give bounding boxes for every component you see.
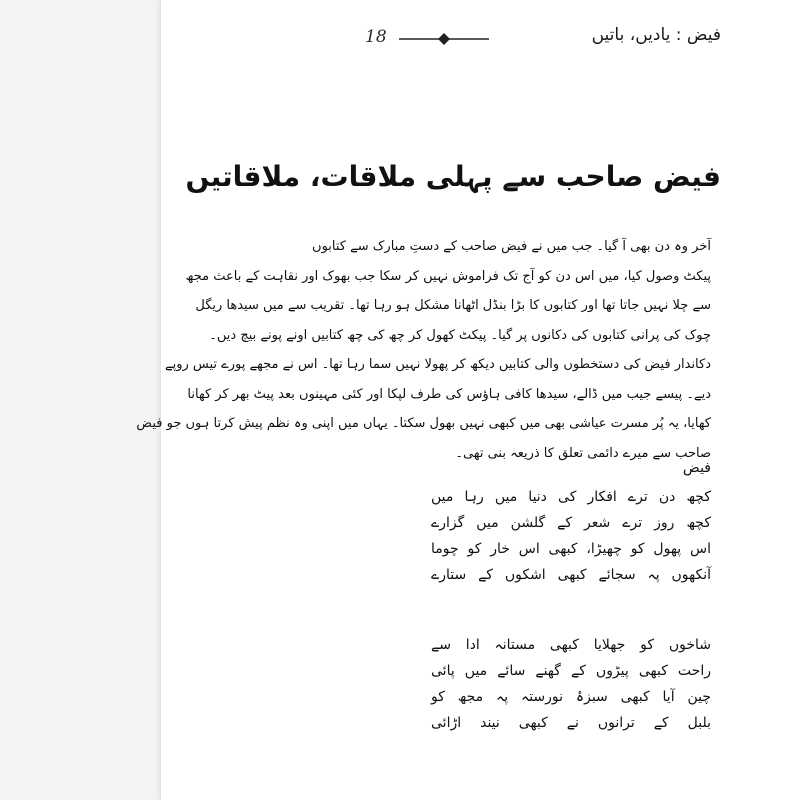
page-header: [361, 25, 721, 55]
poem-title: فیض: [682, 460, 711, 476]
poem-verse: کچھ روز ترے شعر کے گلشن میں گزارے: [431, 515, 711, 531]
prose-line: چوک کی پرانی کتابوں کی دکانوں پر گیا۔ پیکٹ کھول کر چھ کی چھ کتابیں اونے پونے بیچ دیں۔: [209, 327, 711, 343]
poem-verse: آنکھوں پہ سجائے کبھی اشکوں کے ستارے: [431, 567, 711, 583]
poem-verse: شاخوں کو جھلایا کبھی مستانہ ادا سے: [431, 637, 711, 653]
poem-verse: کچھ دن ترے افکار کی دنیا میں رہا میں: [431, 489, 711, 505]
poem-verse: چین آیا کبھی سبزۂ نورستہ پہ مجھ کو: [431, 689, 711, 705]
poem-stanza-2: [431, 632, 711, 736]
page-number: 18: [365, 27, 387, 47]
chapter-title: فیض صاحب سے پہلی ملاقات، ملاقاتیں: [185, 160, 721, 193]
header-ornament: [399, 32, 489, 46]
prose-line: دیے۔ پیسے جیب میں ڈالے، سیدھا کافی ہاؤس کی طرف لپکا اور کئی مہینوں بعد پیٹ بھر کر کھانا: [187, 386, 711, 402]
prose-line: پیکٹ وصول کیا، میں اس دن کو آج تک فراموش نہیں کر سکا جب بھوک اور نقاہت کے باعث مجھ: [185, 268, 711, 284]
poem-verse: بلبل کے ترانوں نے کبھی نیند اڑائی: [431, 715, 711, 731]
running-title: فیض : یادیں، باتیں: [591, 25, 721, 45]
prose-line: دکاندار فیض کی دستخطوں والی کتابیں دیکھ کر پھولا نہیں سما رہا تھا۔ اس نے مجھے پورے تیس روپے: [164, 357, 711, 372]
prose-line: کھایا، یہ پُر مسرت عیاشی بھی میں کبھی نہیں بھول سکتا۔ یہاں میں اپنی وہ نظم پیش کرتا ہوں جو فیض: [136, 416, 711, 431]
poem-verse: راحت کبھی پیڑوں کے گھنے سائے میں پائی: [431, 663, 711, 679]
prose-paragraph: [136, 232, 711, 468]
prose-line: صاحب سے میرے دائمی تعلق کا ذریعہ بنی تھی۔: [455, 445, 711, 461]
prose-line: سے چلا نہیں جاتا تھا اور کتابوں کا بڑا بنڈل اٹھانا مشکل ہو رہا تھا۔ تقریب سے میں سیدھا ریگل: [195, 298, 711, 313]
poem-verse: اس پھول کو چھیڑا، کبھی اس خار کو چوما: [431, 541, 711, 557]
prose-line: آخر وہ دن بھی آ گیا۔ جب میں نے فیض صاحب کے دستِ مبارک سے کتابوں: [312, 239, 711, 254]
book-page: [136, 0, 801, 800]
poem-stanza-1: [431, 484, 711, 588]
